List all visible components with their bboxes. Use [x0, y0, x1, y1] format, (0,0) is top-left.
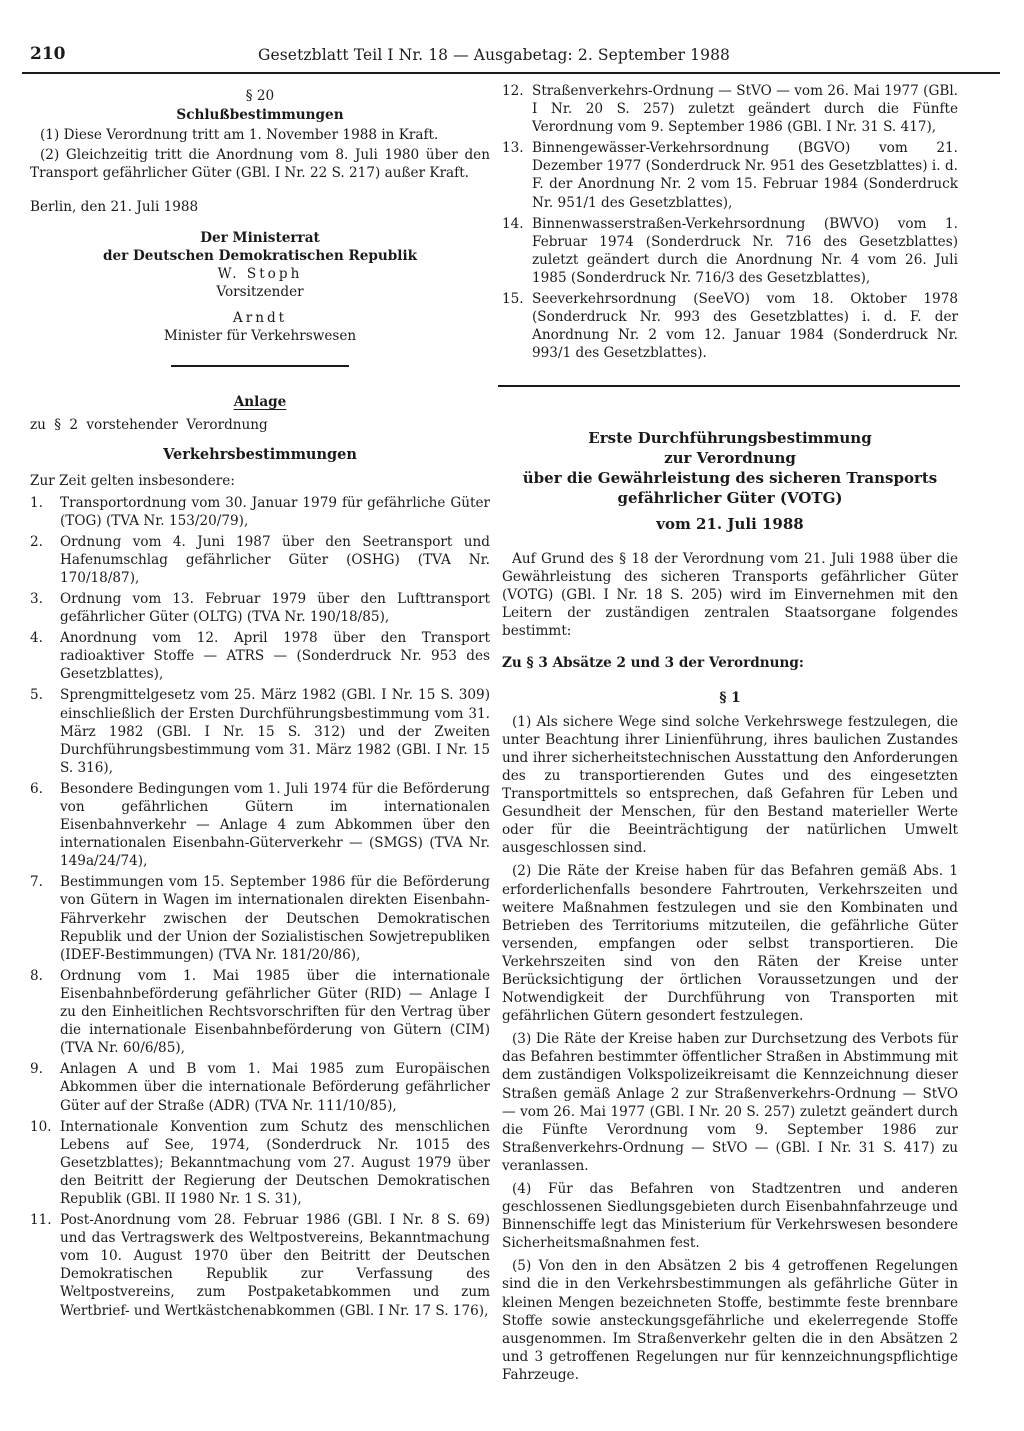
rules-list-continued	[502, 82, 958, 362]
page-header	[22, 42, 1000, 74]
section-divider	[498, 385, 960, 387]
list-item	[30, 1060, 490, 1114]
list-number: 8.	[30, 967, 43, 984]
section-body	[502, 713, 958, 1384]
title-line: über die Gewährleistung des sicheren Transports	[522, 469, 938, 487]
running-head: Gesetzblatt Teil I Nr. 18 — Ausgabetag: 2. September 1988	[258, 46, 731, 64]
list-number: 15.	[502, 291, 524, 308]
list-text: Ordnung vom 4. Juni 1987 über den Seetransport und Hafenumschlag gefährlicher Güter (OSHG) (TVA Nr. 170/18/87),	[60, 533, 490, 586]
annex-title: Anlage	[233, 394, 287, 411]
title-line: gefährlicher Güter (VOTG)	[617, 489, 843, 507]
signer-title: Minister für Verkehrswesen	[163, 328, 357, 345]
list-number: 6.	[30, 780, 43, 797]
list-number: 1.	[30, 494, 43, 511]
section-number: § 1	[719, 689, 741, 706]
section-number: § 20	[245, 88, 275, 104]
list-number: 14.	[502, 215, 524, 232]
list-text: Ordnung vom 1. Mai 1985 über die internationale Eisenbahnbeförderung gefährlicher Güter (RID) — Anlage I zu den Einheitlichen Rechtsvorschriften für den Vertrag über die internationale Eisenbahnbeförderung von Gütern (CIM) (TVA Nr. 60/6/85),	[60, 967, 490, 1057]
paragraph: (4) Für das Befahren von Stadtzentren und anderen geschlossenen Siedlungsgebieten durch Eisenbahnfahrzeuge und Binnenschiffe legt das Ministerium für Verkehrswesen besondere Sicherheitsmaßnahmen fest.	[502, 1181, 958, 1252]
list-item	[30, 494, 490, 530]
signer-name: Arndt	[232, 309, 288, 326]
list-text: Bestimmungen vom 15. September 1986 für die Beförderung von Gütern in Wagen im internationalen direkten Eisenbahn-Fährverkehr zwischen der Deutschen Demokratischen Republik und der Union der Sozialistischen Sowjetrepubliken (IDEF-Bestimmungen) (TVA Nr. 181/20/86),	[60, 874, 490, 963]
list-item	[30, 533, 490, 587]
place-date: Berlin, den 21. Juli 1988	[30, 199, 199, 216]
divider	[171, 365, 349, 367]
document-title	[502, 428, 958, 534]
list-item	[30, 967, 490, 1057]
page-number: 210	[30, 44, 66, 64]
signatory-org: Der Ministerrat	[200, 229, 320, 246]
signatory-org: der Deutschen Demokratischen Republik	[102, 247, 418, 264]
list-item	[502, 139, 958, 211]
right-column-lower	[502, 428, 958, 1389]
rules-title: Verkehrsbestimmungen	[163, 446, 357, 464]
list-number: 10.	[30, 1118, 52, 1135]
list-text: Anordnung vom 12. April 1978 über den Transport radioaktiver Stoffe — ATRS — (Sonderdruck Nr. 953 des Gesetzblattes),	[60, 630, 490, 683]
left-column	[30, 82, 490, 1323]
title-line: Erste Durchführungsbestimmung	[588, 429, 872, 447]
signer-title: Vorsitzender	[216, 283, 304, 300]
title-line: zur Verordnung	[664, 449, 796, 467]
paragraph: (3) Die Räte der Kreise haben zur Durchsetzung des Verbots für das Befahren bestimmter öffentlicher Straßen in Abstimmung mit dem zuständigen Volkspolizeikreisamt die Kennzeichnung dieser Straßen gemäß Anlage 2 zur Straßenverkehrs-Ordnung — StVO — vom 26. Mai 1977 (GBl. I Nr. 20 S. 257) zuletzt geändert durch die Fünfte Verordnung vom 9. September 1986 zur Straßenverkehrs-Ordnung — StVO — (GBl. I Nr. 31 S. 417) zu veranlassen.	[502, 1031, 958, 1174]
list-item	[30, 1118, 490, 1208]
list-number: 3.	[30, 590, 43, 607]
list-text: Anlagen A und B vom 1. Mai 1985 zum Europäischen Abkommen über die internationale Beförderung gefährlicher Güter auf der Straße (ADR) (TVA Nr. 111/10/85),	[60, 1061, 490, 1114]
list-number: 9.	[30, 1061, 43, 1078]
rules-list	[30, 494, 490, 1320]
list-text: Binnenwasserstraßen-Verkehrsordnung (BWVO) vom 1. Februar 1974 (Sonderdruck Nr. 716 des Gesetzblattes) zuletzt geändert durch die Anordnung Nr. 4 vom 26. Juli 1985 (Sonderdruck Nr. 716/3 des Gesetzblattes),	[532, 215, 958, 286]
list-text: Seeverkehrsordnung (SeeVO) vom 18. Oktober 1978 (Sonderdruck Nr. 993 des Gesetzblattes) i. d. F. der Anordnung Nr. 2 vom 12. Januar 1984 (Sonderdruck Nr. 993/1 des Gesetzblattes).	[532, 291, 958, 362]
rules-intro: Zur Zeit gelten insbesondere:	[30, 473, 235, 490]
list-item	[30, 780, 490, 870]
annex-reference: zu § 2 vorstehender Verordnung	[30, 417, 268, 434]
paragraph: (1) Als sichere Wege sind solche Verkehrswege festzulegen, die unter Beachtung ihrer Linienführung, ihres baulichen Zustandes und ihrer sicherheitstechnischen Ausstattung den Anforderungen des zu transportierenden Gutes und des eingesetzten Transportmittels so entsprechen, daß Gefahren für Leben und Gesundheit der Menschen, für den Bestand materieller Werte oder für die Beeinträchtigung der natürlichen Umwelt ausgeschlossen sind.	[502, 713, 958, 857]
list-item	[30, 686, 490, 776]
subheading: Zu § 3 Absätze 2 und 3 der Verordnung:	[502, 655, 804, 672]
list-text: Sprengmittelgesetz vom 25. März 1982 (GBl. I Nr. 15 S. 309) einschließlich der Ersten Durchführungsbestimmung vom 31. März 1982 (GBl. I Nr. 15 S. 312) und der Zweiten Durchführungsbestimmung vom 31. März 1982 (GBl. I Nr. 15 S. 316),	[60, 687, 490, 776]
list-item	[30, 590, 490, 626]
signer-name: W. Stoph	[217, 265, 303, 282]
preamble: Auf Grund des § 18 der Verordnung vom 21. Juli 1988 über die Gewährleistung des sicheren Transports gefährlicher Güter (VOTG) (GBl. I Nr. 18 S. 205) wird im Einvernehmen mit den Leitern der zuständigen zentralen Staatsorgane folgendes bestimmt:	[502, 551, 958, 640]
list-number: 11.	[30, 1212, 52, 1229]
paragraph: (2) Die Räte der Kreise haben für das Befahren gemäß Abs. 1 erforderlichenfalls besondere Fahrtrouten, Verkehrszeiten und weitere Maßnahmen festzulegen und sie den Kombinaten und Betrieben des Territoriums mitzuteilen, die gefährliche Güter versenden, empfangen oder selbst transportieren. Die Verkehrszeiten sind von den Räten der Kreise unter Berücksichtigung der örtlichen Voraussetzungen und der Notwendigkeit der Durchführung von Transporten mit gefährlichen Gütern gesondert festzulegen.	[502, 863, 958, 1025]
right-column	[502, 82, 958, 365]
list-number: 2.	[30, 533, 43, 550]
list-number: 4.	[30, 630, 43, 647]
section-title: Schlußbestimmungen	[176, 107, 344, 124]
list-item	[502, 82, 958, 136]
paragraph: (1) Diese Verordnung tritt am 1. November 1988 in Kraft.	[40, 127, 439, 144]
list-text: Internationale Konvention zum Schutz des menschlichen Lebens auf See, 1974, (Sonderdruck Nr. 1015 des Gesetzblattes); Bekanntmachung vom 27. August 1979 über den Beitritt der Regierung der Deutschen Demokratischen Republik (GBl. II 1980 Nr. 1 S. 31),	[60, 1118, 490, 1207]
paragraph: (2) Gleichzeitig tritt die Anordnung vom 8. Juli 1980 über den Transport gefährlicher Güter (GBl. I Nr. 22 S. 217) außer Kraft.	[30, 147, 490, 182]
list-item	[30, 629, 490, 683]
paragraph: (5) Von den in den Absätzen 2 bis 4 getroffenen Regelungen sind die in den Verkehrsbestimmungen als gefährliche Güter in kleinen Mengen bezeichneten Stoffe, bestimmte feste brennbare Stoffe sowie ansteckungsgefährliche und ekelerregende Stoffe ausgenommen. Im Straßenverkehr gelten die in den Absätzen 2 und 3 getroffenen Regelungen nur für kennzeichnungspflichtige Fahrzeuge.	[502, 1258, 958, 1383]
title-date: vom 21. Juli 1988	[656, 515, 804, 533]
list-text: Straßenverkehrs-Ordnung — StVO — vom 26. Mai 1977 (GBl. I Nr. 20 S. 257) zuletzt geändert durch die Fünfte Verordnung vom 9. September 1986 (GBl. I Nr. 31 S. 417),	[532, 83, 958, 136]
list-item	[502, 215, 958, 287]
list-text: Binnengewässer-Verkehrsordnung (BGVO) vom 21. Dezember 1977 (Sonderdruck Nr. 951 des Gesetzblattes) i. d. F. der Anordnung Nr. 2 vom 15. Februar 1984 (Sonderdruck Nr. 951/1 des Gesetzblattes),	[532, 140, 958, 211]
list-number: 5.	[30, 687, 43, 704]
list-text: Transportordnung vom 30. Januar 1979 für gefährliche Güter (TOG) (TVA Nr. 153/20/79),	[60, 494, 490, 529]
list-item	[30, 873, 490, 963]
list-number: 13.	[502, 140, 524, 157]
list-text: Post-Anordnung vom 28. Februar 1986 (GBl. I Nr. 8 S. 69) und das Vertragswerk des Weltpostvereins, Bekanntmachung vom 10. August 1970 über den Beitritt der Deutschen Demokratischen Republik zur Verfassung des Weltpostvereins, zum Postpaketabkommen und zum Wertbrief- und Wertkästchenabkommen (GBl. I Nr. 17 S. 176),	[60, 1212, 490, 1319]
list-item	[502, 290, 958, 362]
list-item	[30, 1211, 490, 1320]
list-number: 12.	[502, 83, 524, 99]
list-text: Ordnung vom 13. Februar 1979 über den Lufttransport gefährlicher Güter (OLTG) (TVA Nr. 190/18/85),	[60, 590, 490, 626]
list-number: 7.	[30, 874, 43, 891]
list-text: Besondere Bedingungen vom 1. Juli 1974 für die Beförderung von gefährlichen Gütern im internationalen Eisenbahnverkehr — Anlage 4 zum Abkommen über den internationalen Eisenbahn-Güterverkehr — (SMGS) (TVA Nr. 149a/24/74),	[60, 780, 490, 870]
